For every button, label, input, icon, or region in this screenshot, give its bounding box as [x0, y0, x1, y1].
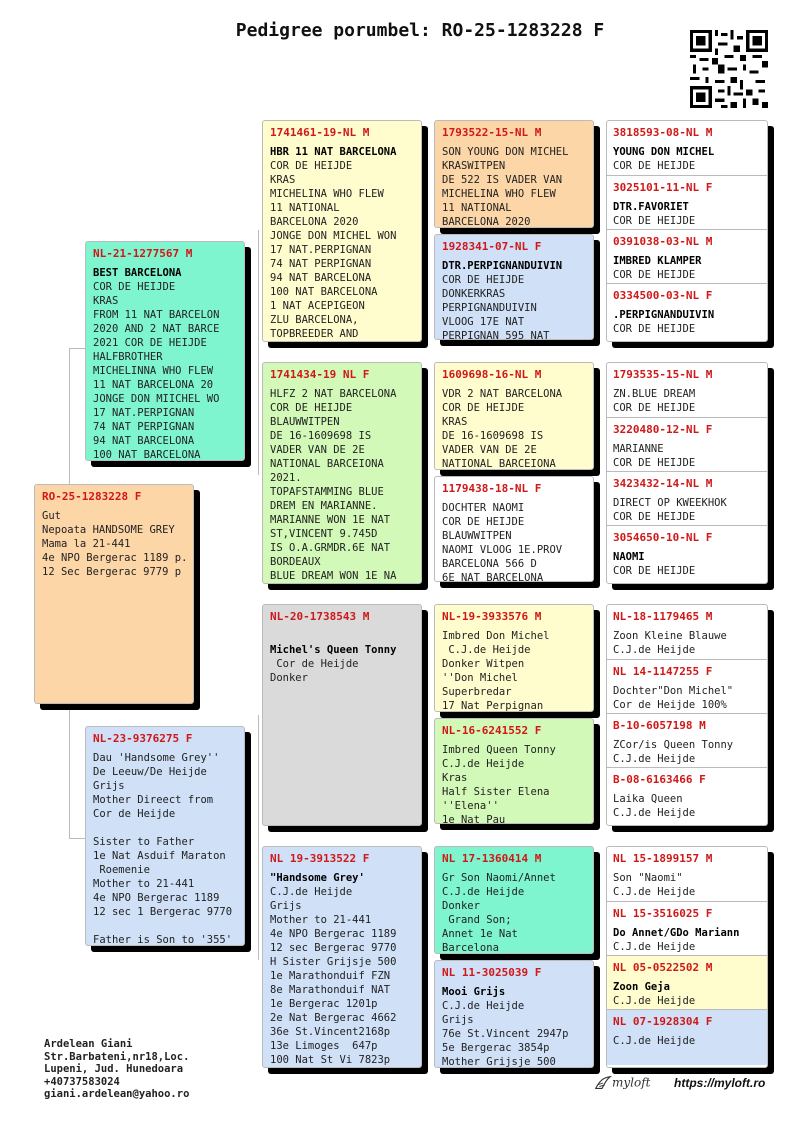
pigeon-info: IMBRED KLAMPER COR DE HEIJDE — [613, 255, 702, 281]
mf-card[interactable] — [262, 604, 422, 826]
ring-number: 1741434-19 NL F — [270, 368, 370, 381]
gen4-card[interactable] — [607, 283, 767, 337]
ring-number: NL-16-6241552 F — [442, 724, 542, 737]
ff-card[interactable] — [262, 120, 422, 342]
pigeon-info: .PERPIGNANDUIVIN COR DE HEIJDE — [613, 309, 715, 335]
ring-number: NL 14-1147255 F — [613, 665, 713, 678]
gen4-card[interactable] — [607, 417, 767, 471]
ring-number: 1793535-15-NL M — [613, 368, 713, 381]
connector-line — [426, 900, 427, 1015]
pigeon-info: ZCor/is Queen Tonny C.J.de Heijde — [613, 739, 734, 765]
pigeon-info: NAOMI COR DE HEIJDE — [613, 551, 696, 577]
gen3-card[interactable] — [434, 362, 594, 470]
ring-number: 0334500-03-NL F — [613, 289, 713, 302]
ring-number: NL-19-3933576 M — [442, 610, 542, 623]
ring-number: 1793522-15-NL M — [442, 126, 542, 139]
pigeon-info: DTR.FAVORIET COR DE HEIJDE — [613, 201, 696, 227]
ring-number: 3025101-11-NL F — [613, 181, 713, 194]
gen3-card[interactable] — [434, 120, 594, 228]
mother-card[interactable] — [85, 726, 245, 946]
pigeon-info: SON YOUNG DON MICHEL KRASWITPEN DE 522 IS VADER VAN MICHELINA WHO FLEW 11 NATIONAL BARCELONA 2020 — [442, 146, 569, 228]
pigeon-info: Zoon Geja C.J.de Heijde — [613, 981, 696, 1007]
ring-number: 1179438-18-NL F — [442, 482, 542, 495]
ring-number: NL-23-9376275 F — [93, 732, 193, 745]
pigeon-info: YOUNG DON MICHEL COR DE HEIJDE — [613, 146, 715, 172]
website-link[interactable]: https://myloft.ro — [674, 1076, 766, 1090]
ring-number: 1609698-16-NL M — [442, 368, 542, 381]
ring-number: NL 07-1928304 F — [613, 1015, 713, 1028]
ring-number: NL 15-3516025 F — [613, 907, 713, 920]
gen4-card[interactable] — [607, 525, 767, 579]
pigeon-info: Mooi Grijs C.J.de Heijde Grijs 76e St.Vincent 2947p 5e Bergerac 3854p Mother Grijsje 500 — [442, 986, 569, 1068]
ring-number: NL 15-1899157 M — [613, 852, 713, 865]
ring-number: 3054650-10-NL F — [613, 531, 713, 544]
gen4-card[interactable] — [607, 1009, 767, 1065]
ring-number: RO-25-1283228 F — [42, 490, 142, 503]
pigeon-info: C.J.de Heijde — [613, 1035, 696, 1047]
pigeon-info: Son "Naomi" C.J.de Heijde — [613, 872, 696, 898]
connector-line — [258, 230, 259, 475]
pigeon-info: Do Annet/GDo Mariann C.J.de Heijde — [613, 927, 740, 953]
pigeon-info: ZN.BLUE DREAM COR DE HEIJDE — [613, 388, 696, 414]
qr-code — [690, 30, 768, 108]
email: giani.ardelean@yahoo.ro — [44, 1088, 190, 1100]
ring-number: 0391038-03-NL M — [613, 235, 713, 248]
gen3-card[interactable] — [434, 846, 594, 954]
fm-card[interactable] — [262, 362, 422, 584]
gen4-card[interactable] — [607, 901, 767, 955]
gen4-card[interactable] — [607, 175, 767, 229]
ring-number: NL 19-3913522 F — [270, 852, 370, 865]
father-info: BEST BARCELONA COR DE HEIJDE KRAS FROM 11 NAT BARCELON 2020 AND 2 NAT BARCE 2021 COR DE HEIJDE HALFBROTHER MICHELINNA WHO FLEW 11 NAT BARCELONA 20 JONGE DON MIICHEL WO 17 NAT.PERPIGNAN 74 NAT PERPIGNAN 94 NAT BARCELONA 100 NAT BARCELONA — [93, 267, 220, 461]
connector-line — [426, 655, 427, 770]
ff-info: HBR 11 NAT BARCELONA COR DE HEIJDE KRAS MICHELINA WHO FLEW 11 NATIONAL BARCELONA 2020 JONGE DON MICHEL WON 17 NAT.PERPIGNAN 74 NAT PERPIGNAN 94 NAT BARCELONA 100 NAT BARCELONA 1 NAT ACEPIGEON ZLU BARCELONA, TOPBREEDER AND — [270, 146, 397, 340]
gen4-card[interactable] — [607, 605, 767, 659]
gen4-card[interactable] — [607, 363, 767, 417]
connector-line — [69, 838, 85, 839]
pigeon-info: Imbred Don Michel C.J.de Heijde Donker Witpen ''Don Michel Superbredar 17 Nat Perpignan — [442, 630, 550, 712]
ring-number: NL 17-1360414 M — [442, 852, 542, 865]
pigeon-info: Laika Queen C.J.de Heijde — [613, 793, 696, 819]
breeder-name: Ardelean Giani — [44, 1038, 133, 1050]
gen4-card[interactable] — [607, 955, 767, 1009]
gen3-card[interactable] — [434, 234, 594, 340]
connector-line — [426, 418, 427, 533]
pigeon-info: DIRECT OP KWEEKHOK COR DE HEIJDE — [613, 497, 727, 523]
father-card[interactable] — [85, 241, 245, 461]
pigeon-info: VDR 2 NAT BARCELONA COR DE HEIJDE KRAS DE 16-1609698 IS VADER VAN DE 2E NATIONAL BARCEIONA — [442, 388, 563, 470]
mm-card[interactable] — [262, 846, 422, 1068]
gen3-card[interactable] — [434, 718, 594, 824]
ring-number: B-10-6057198 M — [613, 719, 706, 732]
gen4-card[interactable] — [607, 471, 767, 525]
gen4-pair — [606, 846, 768, 1068]
ring-number: NL-20-1738543 M — [270, 610, 370, 623]
ring-number: 3818593-08-NL M — [613, 126, 713, 139]
mother-info: Dau 'Handsome Grey'' De Leeuw/De Heijde Grijs Mother Direect from Cor de Heijde Sister to Father 1e Nat Asduif Maraton Roemenie Mother to 21-441 4e NPO Bergerac 1189 12 sec 1 Bergerac 9770 Father is Son to '355' — [93, 752, 233, 946]
pigeon-info: Gr Son Naomi/Annet C.J.de Heijde Donker Grand Son; Annet 1e Nat Barcelona — [442, 872, 556, 954]
gen4-card[interactable] — [607, 659, 767, 713]
gen4-pair — [606, 604, 768, 826]
gen4-card[interactable] — [607, 847, 767, 901]
gen4-card[interactable] — [607, 767, 767, 821]
gen4-card[interactable] — [607, 229, 767, 283]
address-line: Str.Barbateni,nr18,Loc. — [44, 1050, 190, 1063]
pigeon-info: MARIANNE COR DE HEIJDE — [613, 443, 696, 469]
breeder-contact — [44, 1038, 189, 1101]
pigeon-info: Zoon Kleine Blauwe C.J.de Heijde — [613, 630, 727, 656]
gen4-pair — [606, 362, 768, 584]
gen4-pair — [606, 120, 768, 342]
address-line: Lupeni, Jud. Hunedoara — [44, 1063, 184, 1075]
ring-number: 3423432-14-NL M — [613, 477, 713, 490]
ring-number: NL-18-1179465 M — [613, 610, 713, 623]
connector-line — [426, 175, 427, 285]
pigeon-info: Dochter"Don Michel" Cor de Heijde 100% — [613, 685, 734, 711]
fm-info: HLFZ 2 NAT BARCELONA COR DE HEIJDE BLAUWWITPEN DE 16-1609698 IS VADER VAN DE 2E NATIONAL BARCEIONA 2021. TOPAFSTAMMING BLUE DREM EN MARIANNE. MARIANNE WON 1E NAT ST,VINCENT 9.745D IS O.A.GRMDR.6E NAT BORDEAUX BLUE DREAM WON 1E NA — [270, 388, 397, 582]
pigeon-info: DTR.PERPIGNANDUIVIN COR DE HEIJDE DONKERKRAS PERPIGNANDUIVIN VLOOG 17E NAT PERPIGNAN 595 NAT — [442, 260, 563, 340]
connector-line — [258, 715, 259, 960]
ring-number: 3220480-12-NL F — [613, 423, 713, 436]
phone: +40737583024 — [44, 1075, 120, 1088]
bird-icon — [594, 1074, 612, 1092]
ring-number: NL-21-1277567 M — [93, 247, 193, 260]
pigeon-info: DOCHTER NAOMI COR DE HEIJDE BLAUWWITPEN NAOMI VLOOG 1E.PROV BARCELONA 566 D 6E NAT BARCELONA — [442, 502, 563, 582]
mf-info: Michel's Queen Tonny Cor de Heijde Donker — [270, 644, 397, 684]
gen4-card[interactable] — [607, 121, 767, 175]
ring-number: NL 11-3025039 F — [442, 966, 542, 979]
pigeon-info: Imbred Queen Tonny C.J.de Heijde Kras Half Sister Elena ''Elena'' 1e Nat Pau — [442, 744, 556, 824]
root-pigeon-card[interactable] — [34, 484, 194, 704]
root-info: Gut Nepoata HANDSOME GREY Mama la 21-441 4e NPO Bergerac 1189 p. 12 Sec Bergerac 9779 p — [42, 510, 188, 578]
ring-number: 1741461-19-NL M — [270, 126, 370, 139]
gen3-card[interactable] — [434, 476, 594, 582]
myloft-logo — [594, 1074, 650, 1092]
myloft-wordmark: myloft — [612, 1075, 651, 1090]
gen4-card[interactable] — [607, 713, 767, 767]
ring-number: 1928341-07-NL F — [442, 240, 542, 253]
connector-line — [69, 348, 85, 349]
page-title: Pedigree porumbel: RO-25-1283228 F — [235, 20, 605, 41]
gen3-card[interactable] — [434, 604, 594, 712]
mm-info: "Handsome Grey' C.J.de Heijde Grijs Mother to 21-441 4e NPO Bergerac 1189 12 sec Bergerac 9770 H Sister Grijsje 500 1e Marathonduif FZN 8e Marathonduif NAT 1e Bergerac 1201p 2e Nat Bergerac 4662 36e St.Vincent2168p 13e Limoges 647p 100 Nat St Vi 7823p — [270, 872, 397, 1066]
ring-number: B-08-6163466 F — [613, 773, 706, 786]
ring-number: NL 05-0522502 M — [613, 961, 713, 974]
gen3-card[interactable] — [434, 960, 594, 1068]
